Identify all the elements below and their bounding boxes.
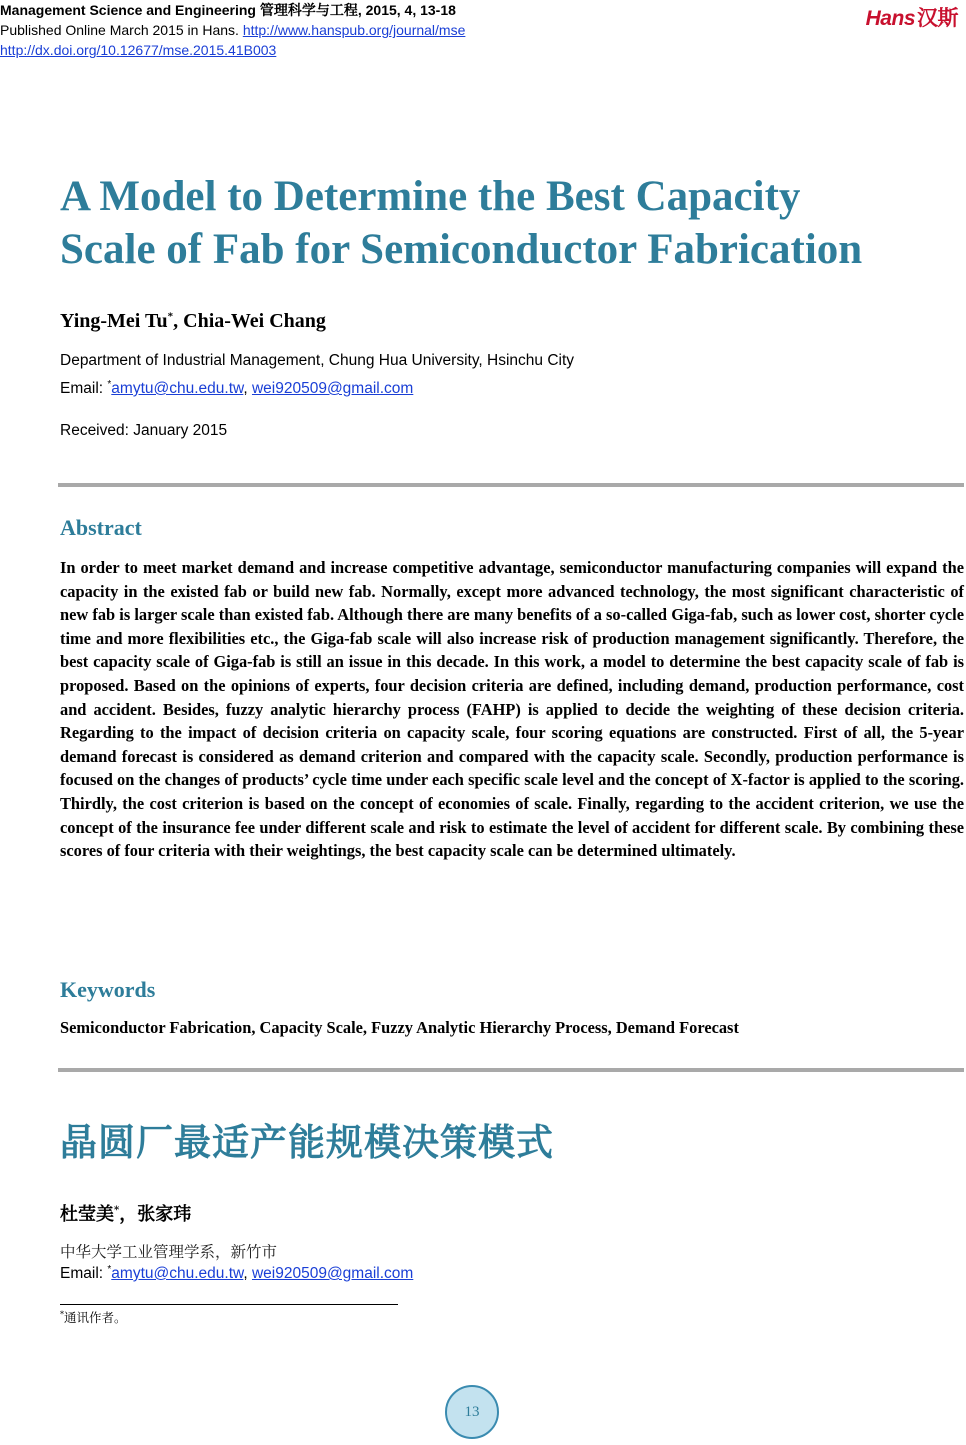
page-number: 13 (445, 1385, 499, 1439)
doi-link[interactable]: http://dx.doi.org/10.12677/mse.2015.41B003 (0, 42, 277, 58)
journal-citation: Management Science and Engineering 管理科学与工程, 2015, 4, 13-18 (0, 2, 456, 18)
keywords-heading: Keywords (60, 977, 156, 1002)
published-text: Published Online March 2015 in Hans. (0, 22, 243, 38)
journal-link[interactable]: http://www.hanspub.org/journal/mse (242, 22, 466, 38)
authors: Ying-Mei Tu*, Chia-Wei Chang (60, 310, 326, 332)
email-link-2[interactable]: wei920509@gmail.com (251, 380, 414, 398)
chinese-email-link-2[interactable]: wei920509@gmail.com (251, 1265, 414, 1283)
corresponding-mark: * (167, 310, 174, 323)
chinese-email-link-1[interactable]: amytu@chu.edu.tw (111, 1265, 244, 1283)
email-link-1[interactable]: amytu@chu.edu.tw (111, 380, 244, 398)
chinese-email-line: Email: *amytu@chu.edu.tw, wei920509@gmail.com (60, 1264, 414, 1283)
journal-header (0, 0, 465, 60)
affiliation-block (60, 349, 574, 401)
divider-bottom (58, 1068, 964, 1072)
keywords-text: Semiconductor Fabrication, Capacity Scale, Fuzzy Analytic Hierarchy Process, Demand Forecast (60, 1018, 739, 1037)
hans-logo (866, 2, 958, 32)
chinese-authors: 杜莹美*，张家玮 (60, 1204, 192, 1225)
logo-cn: 汉斯 (917, 7, 958, 30)
chinese-title: 晶圆厂最适产能规模决策模式 (60, 1121, 554, 1164)
footnote: *通讯作者。 (60, 1309, 127, 1325)
affiliation: Department of Industrial Management, Chung Hua University, Hsinchu City (60, 352, 575, 369)
divider-top (58, 483, 964, 487)
email-line: Email: *amytu@chu.edu.tw, wei920509@gmail.com (60, 379, 414, 398)
received-date: Received: January 2015 (60, 422, 228, 439)
footnote-rule (60, 1304, 398, 1305)
abstract-heading: Abstract (60, 515, 142, 540)
author-2: Chia-Wei Chang (183, 310, 326, 332)
chinese-affiliation: 中华大学工业管理学系，新竹市 (60, 1243, 278, 1261)
logo-en: Hans (865, 7, 915, 30)
abstract-text: In order to meet market demand and increase competitive advantage, semiconductor manufacturing companies will expand the capacity in the existed fab or build new fab. Normally, except more advanced technology, the most significant characteristic of new fab is larger scale than existed fab. Although there are many benefits of a so-called Giga-fab, such as lower cost, shorter cycle time and more flexibilities etc., the Giga-fab scale will also increase risk of production management significantly. Therefore, the best capacity scale of Giga-fab is still an issue in this decade. In this work, a model to determine the best capacity scale of fab is proposed. Based on the opinions of experts, four decision criteria are defined, including demand, production performance, cost and accident. Besides, fuzzy analytic hierarchy process (FAHP) is applied to decide the weighting of these decision criteria. Regarding to the impact of decision criteria on capacity scale, four scoring equations are constructed. First of all, the 5-year demand forecast is considered as demand criterion and compared with the capacity scale. Secondly, production performance is focused on the changes of products’ cycle time under each specific scale level and the concept of X-factor is applied to the scoring. Thirdly, the cost criterion is based on the concept of economies of scale. Finally, regarding to the accident criterion, we use the concept of the insurance fee under different scale and risk to estimate the level of accident for different scale. By combining these scores of four criteria with their weightings, the best capacity scale can be determined ultimately. (60, 558, 964, 861)
title-line-2: Scale of Fab for Semiconductor Fabrication (60, 226, 863, 273)
published-line (0, 20, 465, 40)
paper-title (60, 170, 940, 276)
title-line-1: A Model to Determine the Best Capacity (60, 173, 801, 220)
author-1: Ying-Mei Tu (60, 310, 168, 332)
